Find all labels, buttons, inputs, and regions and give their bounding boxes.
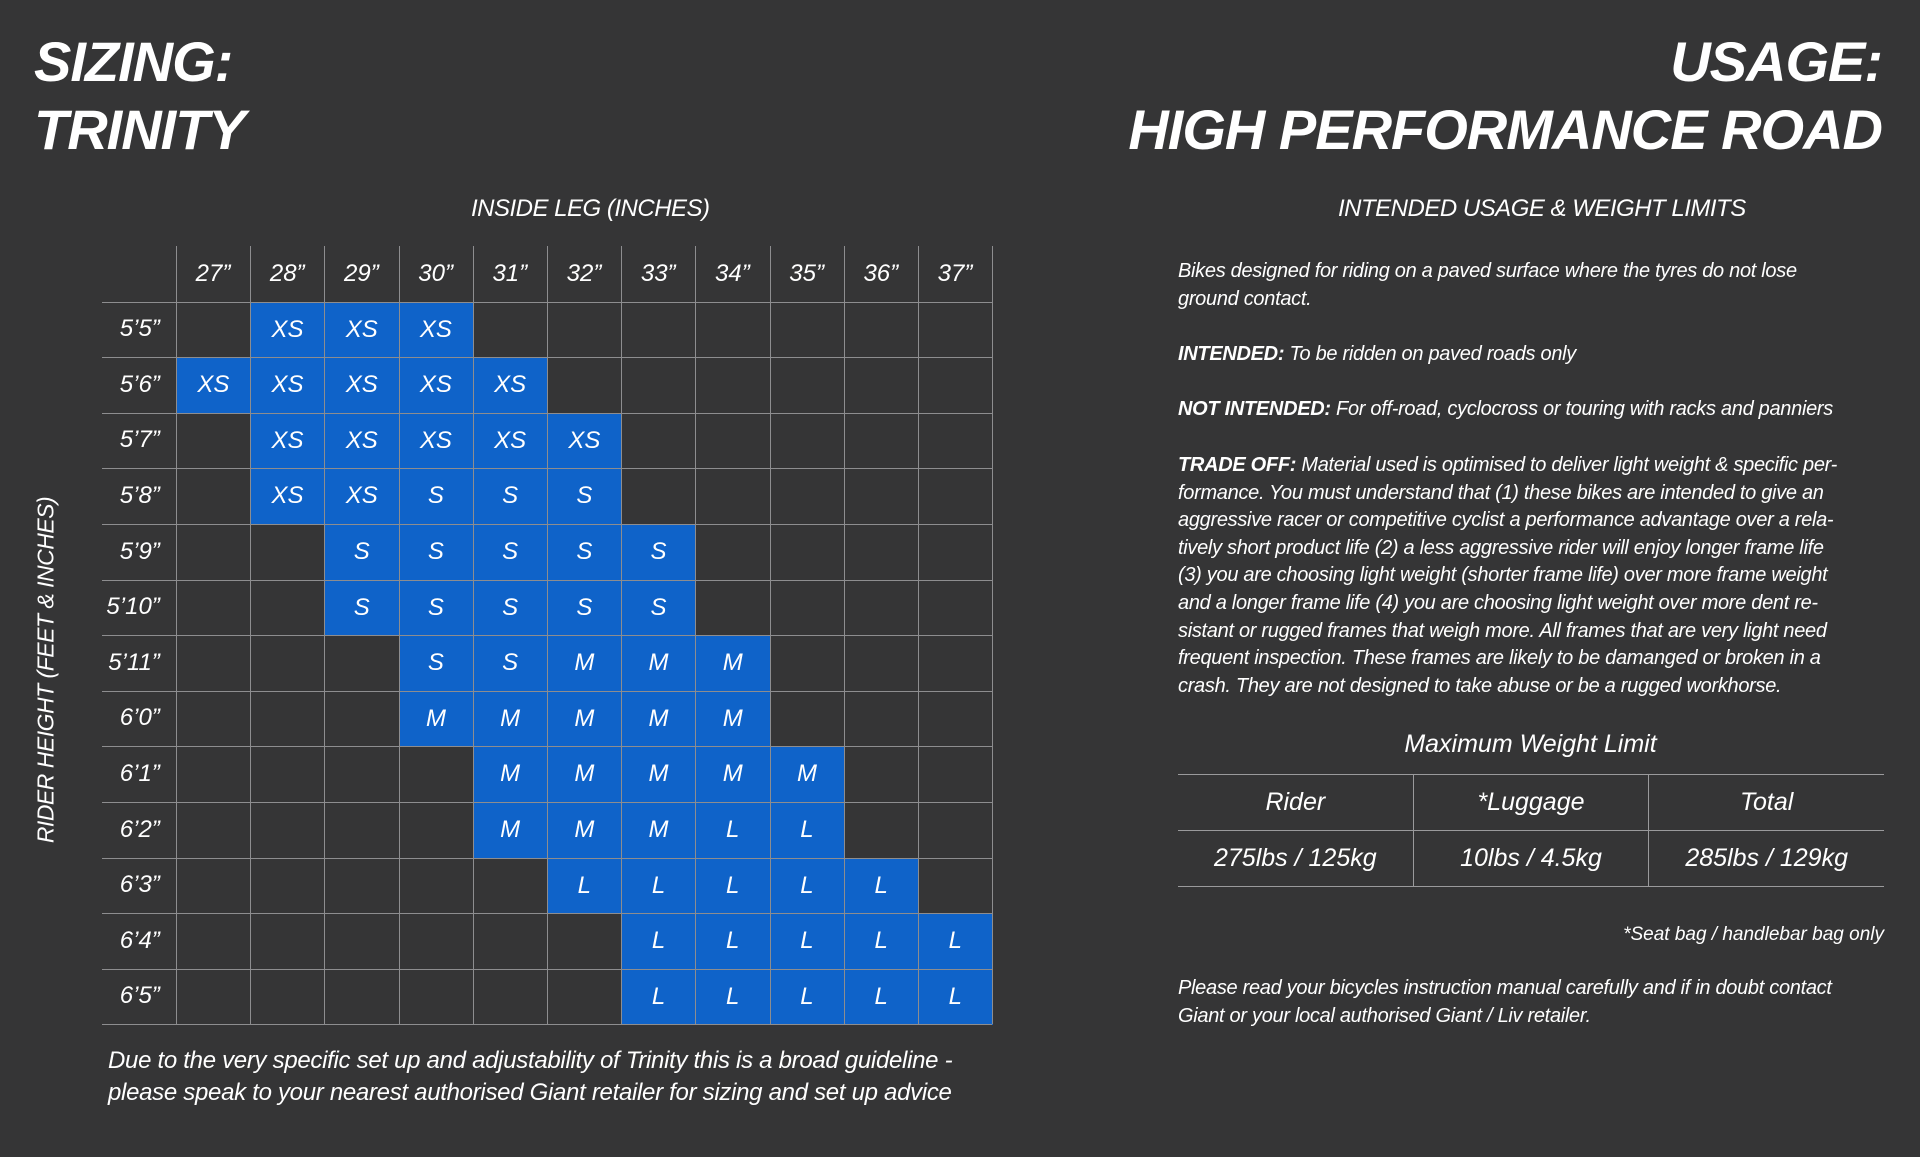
size-cell: [918, 691, 993, 747]
size-cell: [844, 691, 919, 747]
size-cell: [770, 635, 845, 691]
description-line-2: ground contact.: [1178, 287, 1312, 310]
size-cell: [324, 858, 399, 914]
size-cell: S: [621, 524, 696, 580]
size-cell: [250, 580, 325, 636]
description-line-1: Bikes designed for riding on a paved surface where the tyres do not lose: [1178, 260, 1797, 282]
column-header: 35”: [789, 259, 824, 287]
column-header: 30”: [418, 259, 453, 287]
size-cell: [621, 357, 696, 413]
size-cell: XS: [473, 357, 548, 413]
size-cell: L: [695, 858, 770, 914]
size-cell: [176, 580, 251, 636]
size-cell: [250, 969, 325, 1025]
column-header: 31”: [492, 259, 528, 287]
size-cell: [399, 913, 474, 969]
size-cell: L: [918, 969, 993, 1025]
size-cell: [918, 357, 993, 413]
size-cell: [250, 635, 325, 691]
size-cell: [918, 580, 993, 636]
size-cell: [770, 302, 845, 358]
size-cell: [844, 802, 919, 858]
size-cell: [176, 746, 251, 802]
size-cell: M: [473, 802, 548, 858]
size-cell: L: [621, 969, 696, 1025]
size-cell: [844, 413, 919, 469]
seat-bag-note: *Seat bag / handlebar bag only: [1623, 924, 1884, 945]
trade-off-line: sistant or rugged frames that weigh more. All frames that are very light need: [1178, 619, 1827, 642]
value-rider: 275lbs / 125kg: [1178, 831, 1413, 887]
size-cell: S: [547, 580, 622, 636]
size-cell: [918, 635, 993, 691]
size-cell: L: [621, 858, 696, 914]
row-label: 6’3”: [119, 871, 160, 899]
size-cell: [695, 357, 770, 413]
size-cell: L: [770, 802, 845, 858]
intended-label: INTENDED:: [1178, 343, 1285, 365]
size-cell: [399, 969, 474, 1025]
weight-table-value-row: [1178, 831, 1884, 887]
intended-usage: [1178, 341, 1883, 369]
size-cell: XS: [176, 357, 251, 413]
size-cell: XS: [324, 468, 399, 524]
trade-off-line: frequent inspection. These frames are likely to be damanged or broken in a: [1178, 647, 1821, 670]
size-cell: [770, 413, 845, 469]
size-cell: S: [547, 524, 622, 580]
size-cell: XS: [250, 357, 325, 413]
row-label: 5’5”: [119, 315, 160, 343]
not-intended-text: For off-road, cyclocross or touring with racks and panniers: [1330, 398, 1833, 420]
size-cell: [324, 802, 399, 858]
size-cell: [324, 746, 399, 802]
trade-off-line: (3) you are choosing light weight (shorter frame life) over more frame weight: [1178, 564, 1828, 587]
size-cell: XS: [250, 413, 325, 469]
size-cell: [547, 357, 622, 413]
size-cell: [250, 746, 325, 802]
weight-table-header-row: [1178, 775, 1884, 831]
size-cell: [176, 858, 251, 914]
size-cell: L: [695, 802, 770, 858]
size-cell: L: [844, 858, 919, 914]
size-cell: M: [473, 746, 548, 802]
size-cell: L: [547, 858, 622, 914]
size-cell: L: [770, 858, 845, 914]
grid-line: [621, 246, 622, 1024]
size-cell: [621, 302, 696, 358]
size-cell: L: [918, 913, 993, 969]
grid-line: [770, 246, 771, 1024]
closing-line-2: Giant or your local authorised Giant / Liv retailer.: [1178, 1004, 1591, 1027]
row-label: 6’4”: [119, 926, 160, 954]
size-cell: [547, 302, 622, 358]
size-cell: [176, 913, 251, 969]
size-cell: [695, 580, 770, 636]
grid-line: [844, 246, 845, 1024]
grid-line: [547, 246, 548, 1024]
size-cell: L: [695, 969, 770, 1025]
title-line-1: USAGE:: [1670, 30, 1882, 93]
title-line-1: SIZING:: [34, 30, 233, 93]
size-cell: [176, 524, 251, 580]
grid-line: [324, 246, 325, 1024]
column-header: 37”: [937, 259, 973, 287]
size-cell: L: [844, 969, 919, 1025]
size-cell: [844, 580, 919, 636]
footnote-line-2: please speak to your nearest authorised Giant retailer for sizing and set up advice: [108, 1079, 952, 1106]
size-cell: [844, 357, 919, 413]
size-cell: M: [547, 691, 622, 747]
size-cell: [176, 635, 251, 691]
size-cell: XS: [324, 413, 399, 469]
size-cell: [399, 746, 474, 802]
size-cell: L: [770, 913, 845, 969]
title-line-2: TRINITY: [34, 98, 245, 161]
size-cell: [844, 524, 919, 580]
size-cell: [770, 468, 845, 524]
size-cell: S: [399, 468, 474, 524]
value-total: 285lbs / 129kg: [1649, 831, 1884, 887]
row-label: 5’8”: [119, 481, 160, 509]
size-cell: [473, 302, 548, 358]
size-cell: [399, 858, 474, 914]
size-cell: M: [621, 691, 696, 747]
weight-limit-table: [1178, 774, 1884, 887]
size-cell: S: [473, 524, 548, 580]
size-cell: [844, 302, 919, 358]
closing-note: [1178, 975, 1883, 1030]
size-cell: [844, 468, 919, 524]
size-cell: [918, 746, 993, 802]
size-cell: [621, 413, 696, 469]
grid-line: [695, 246, 696, 1024]
size-cell: [695, 468, 770, 524]
page-title-usage: [1128, 28, 1882, 164]
size-cell: [250, 858, 325, 914]
row-label: 5’11”: [108, 648, 160, 676]
size-cell: [176, 802, 251, 858]
size-cell: [770, 691, 845, 747]
size-cell: M: [473, 691, 548, 747]
rider-height-label: RIDER HEIGHT (FEET & INCHES): [32, 496, 59, 844]
size-cell: M: [547, 746, 622, 802]
size-cell: L: [695, 913, 770, 969]
title-line-2: HIGH PERFORMANCE ROAD: [1128, 98, 1882, 161]
inside-leg-label: INSIDE LEG (INCHES): [471, 195, 710, 222]
size-cell: [918, 468, 993, 524]
size-cell: M: [547, 635, 622, 691]
size-cell: S: [621, 580, 696, 636]
usage-description: [1178, 258, 1883, 313]
size-cell: S: [473, 468, 548, 524]
size-cell: M: [695, 746, 770, 802]
size-cell: [473, 858, 548, 914]
size-cell: [918, 858, 993, 914]
size-cell: S: [473, 635, 548, 691]
size-cell: XS: [324, 357, 399, 413]
size-cell: L: [770, 969, 845, 1025]
trade-off-line: formance. You must understand that (1) these bikes are intended to give an: [1178, 481, 1824, 504]
size-cell: S: [324, 524, 399, 580]
not-intended-usage: [1178, 396, 1883, 424]
size-cell: S: [324, 580, 399, 636]
row-label: 5’10”: [106, 593, 160, 621]
header-total: Total: [1649, 775, 1884, 831]
size-cell: [176, 969, 251, 1025]
trade-off-line: tively short product life (2) a less aggressive rider will enjoy longer frame life: [1178, 536, 1824, 559]
size-cell: [547, 969, 622, 1025]
row-label: 6’5”: [119, 982, 160, 1010]
size-cell: [324, 969, 399, 1025]
grid-line: [992, 246, 993, 1024]
row-label: 6’1”: [119, 759, 160, 787]
size-cell: [176, 413, 251, 469]
size-cell: [399, 802, 474, 858]
sizing-footnote: [108, 1045, 1008, 1109]
size-cell: M: [621, 746, 696, 802]
size-cell: [695, 302, 770, 358]
size-cell: [844, 635, 919, 691]
weight-limit-title: Maximum Weight Limit: [1404, 730, 1657, 758]
column-header: 33”: [640, 259, 676, 287]
size-cell: L: [621, 913, 696, 969]
size-cell: [176, 468, 251, 524]
size-cell: [918, 802, 993, 858]
size-cell: XS: [399, 357, 474, 413]
size-cell: XS: [473, 413, 548, 469]
trade-off-label: TRADE OFF:: [1178, 454, 1297, 476]
size-cell: [250, 913, 325, 969]
size-cell: [770, 580, 845, 636]
size-cell: [547, 913, 622, 969]
size-cell: S: [399, 524, 474, 580]
size-cell: [176, 302, 251, 358]
size-cell: [473, 913, 548, 969]
size-cell: [770, 524, 845, 580]
trade-off-line: and a longer frame life (4) you are choosing light weight over more dent re-: [1178, 591, 1818, 614]
row-label: 5’6”: [119, 370, 160, 398]
size-cell: [176, 691, 251, 747]
size-cell: XS: [547, 413, 622, 469]
row-label: 6’2”: [119, 815, 160, 843]
size-cell: XS: [399, 413, 474, 469]
column-header: 28”: [269, 259, 305, 287]
size-cell: [621, 468, 696, 524]
value-luggage: 10lbs / 4.5kg: [1413, 831, 1649, 887]
trade-off-line: crash. They are not designed to take abuse or be a rugged workhorse.: [1178, 674, 1782, 697]
column-header: 36”: [863, 259, 899, 287]
size-cell: S: [473, 580, 548, 636]
size-cell: M: [621, 802, 696, 858]
grid-line: [250, 246, 251, 1024]
size-cell: XS: [324, 302, 399, 358]
footnote-line-1: Due to the very specific set up and adjustability of Trinity this is a broad guideline -: [108, 1047, 953, 1074]
size-cell: [918, 302, 993, 358]
size-cell: S: [399, 635, 474, 691]
grid-line: [102, 1024, 992, 1025]
size-cell: [250, 691, 325, 747]
size-cell: S: [547, 468, 622, 524]
size-cell: M: [695, 635, 770, 691]
size-cell: XS: [250, 302, 325, 358]
grid-line: [473, 246, 474, 1024]
size-cell: [844, 746, 919, 802]
size-cell: XS: [250, 468, 325, 524]
header-rider: Rider: [1178, 775, 1413, 831]
row-label: 5’7”: [119, 426, 160, 454]
size-cell: [695, 413, 770, 469]
size-cell: [250, 524, 325, 580]
column-header: 32”: [566, 259, 602, 287]
grid-line: [918, 246, 919, 1024]
size-cell: M: [547, 802, 622, 858]
not-intended-label: NOT INTENDED:: [1178, 398, 1331, 420]
size-cell: XS: [399, 302, 474, 358]
grid-line: [176, 246, 177, 1024]
trade-off-line: aggressive racer or competitive cyclist a performance advantage over a rela-: [1178, 509, 1834, 532]
size-cell: [695, 524, 770, 580]
size-cell: S: [399, 580, 474, 636]
size-cell: M: [621, 635, 696, 691]
sizing-grid: [0, 0, 1000, 1040]
size-cell: M: [399, 691, 474, 747]
row-label: 5’9”: [119, 537, 160, 565]
row-label: 6’0”: [119, 704, 160, 732]
size-cell: M: [770, 746, 845, 802]
size-cell: [918, 524, 993, 580]
intended-text: To be ridden on paved roads only: [1284, 343, 1576, 365]
size-cell: L: [844, 913, 919, 969]
header-luggage: *Luggage: [1413, 775, 1649, 831]
grid-line: [399, 246, 400, 1024]
size-cell: [918, 413, 993, 469]
trade-off-line: Material used is optimised to deliver light weight & specific per-: [1296, 454, 1838, 476]
closing-line-1: Please read your bicycles instruction manual carefully and if in doubt contact: [1178, 977, 1832, 999]
size-cell: [324, 913, 399, 969]
size-cell: [324, 691, 399, 747]
usage-heading: INTENDED USAGE & WEIGHT LIMITS: [1338, 195, 1746, 222]
size-cell: [770, 357, 845, 413]
size-cell: M: [695, 691, 770, 747]
column-header: 27”: [195, 259, 231, 287]
size-cell: [473, 969, 548, 1025]
size-cell: [324, 635, 399, 691]
column-header: 34”: [715, 259, 750, 287]
column-header: 29”: [344, 259, 379, 287]
trade-off-paragraph: [1178, 452, 1883, 700]
size-cell: [250, 802, 325, 858]
